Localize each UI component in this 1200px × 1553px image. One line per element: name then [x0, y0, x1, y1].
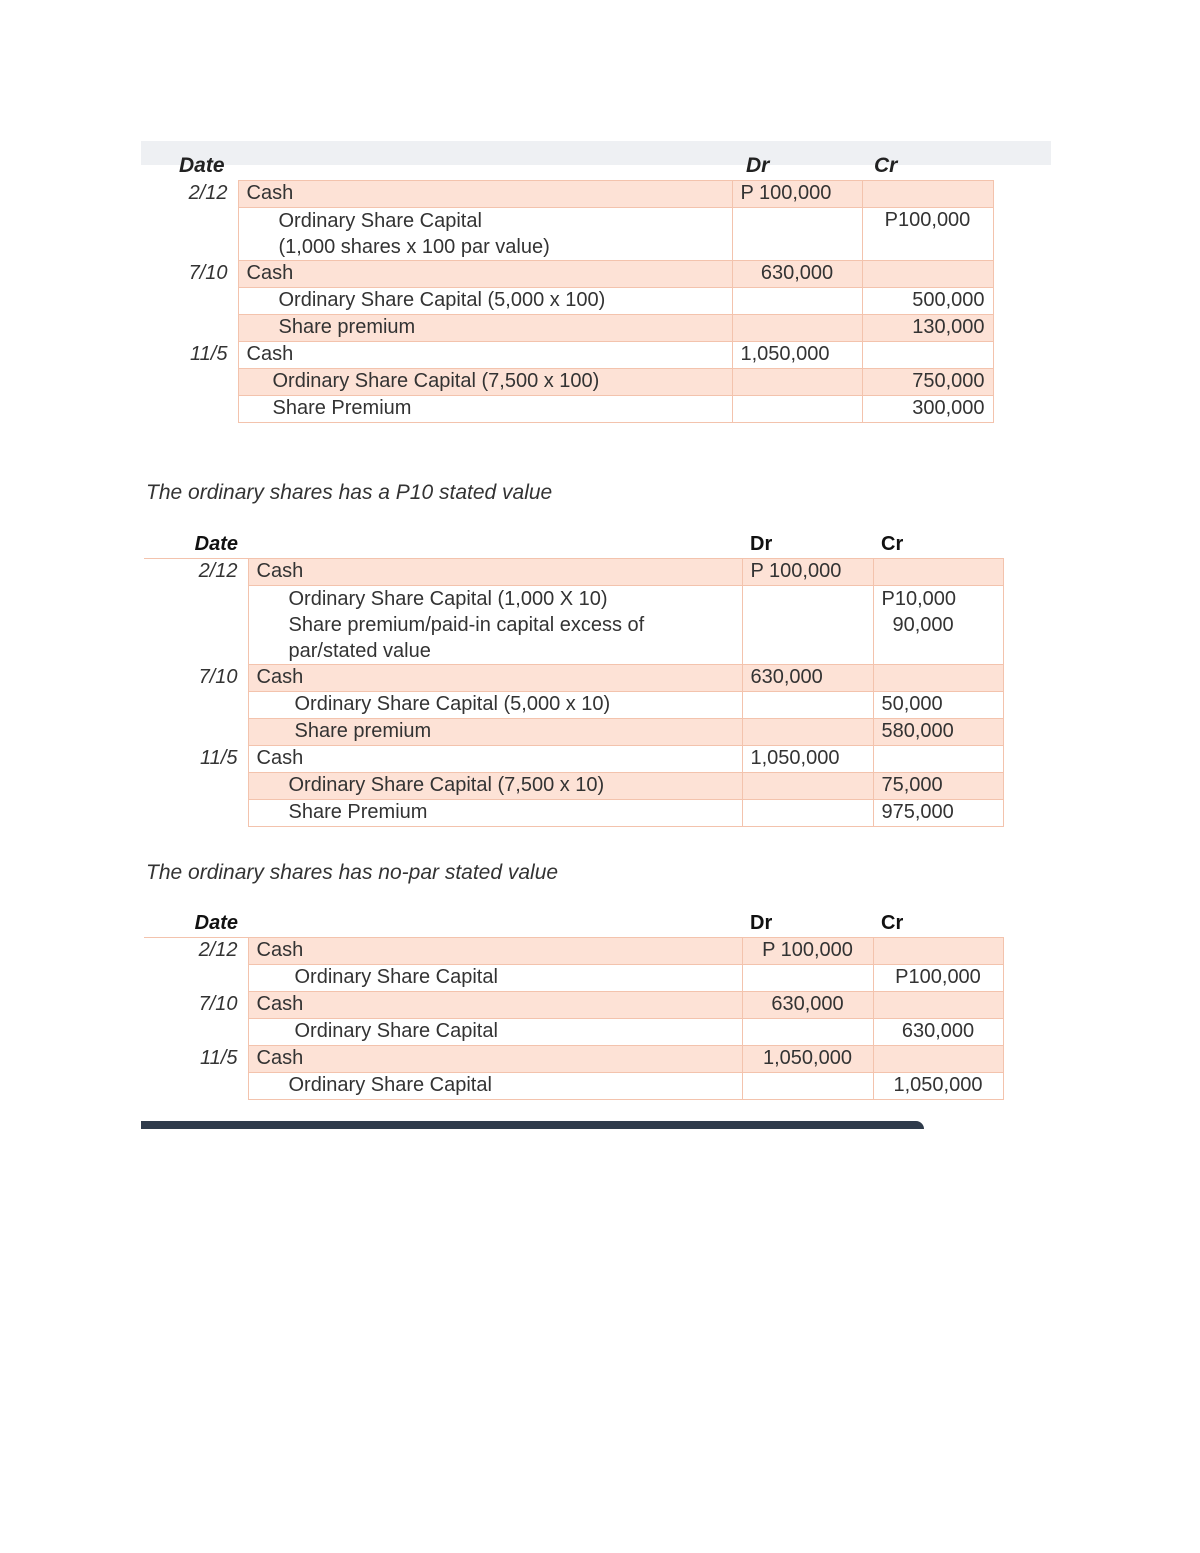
credit-amount	[873, 1046, 1003, 1073]
credit-amount: P100,000	[862, 208, 993, 261]
credit-amount: 50,000	[873, 692, 1003, 719]
table-row	[144, 1046, 1003, 1073]
account-name: Ordinary Share Capital (7,500 x 100)	[238, 369, 732, 396]
column-header-dr: Dr	[742, 911, 873, 938]
credit-amount: 500,000	[862, 288, 993, 315]
account-name	[238, 208, 732, 261]
debit-amount	[742, 1073, 873, 1100]
entry-date: 2/12	[198, 560, 238, 582]
column-header-date: Date	[144, 532, 248, 559]
debit-amount	[742, 719, 873, 746]
credit-amount: 75,000	[873, 773, 1003, 800]
entry-date: 2/12	[188, 181, 228, 204]
table-row	[144, 692, 1003, 719]
account-name: Share premium	[238, 315, 732, 342]
credit-amount: 630,000	[873, 1019, 1003, 1046]
account-line-1: Ordinary Share Capital	[278, 210, 482, 232]
header-cr: Cr	[874, 154, 898, 176]
table-row	[144, 1019, 1003, 1046]
credit-amount: 580,000	[873, 719, 1003, 746]
table-row	[144, 938, 1003, 965]
debit-amount: 630,000	[742, 992, 873, 1019]
table-row	[144, 586, 1003, 665]
cut-off-header	[141, 154, 1051, 176]
table-row	[141, 315, 993, 342]
table-header	[144, 911, 1003, 938]
debit-amount: 630,000	[742, 665, 873, 692]
section-title-no-par: The ordinary shares has no-par stated value	[146, 861, 559, 884]
entry-date: 11/5	[190, 342, 228, 365]
table-row	[144, 773, 1003, 800]
debit-amount	[742, 965, 873, 992]
debit-amount	[732, 396, 862, 423]
account-line-2: (1,000 shares x 100 par value)	[278, 236, 550, 258]
entry-date: 7/10	[198, 992, 238, 1015]
header-dr: Dr	[746, 154, 770, 176]
section-title-stated-value: The ordinary shares has a P10 stated value	[146, 481, 553, 504]
credit-amount	[862, 342, 993, 369]
credit-line-2: 90,000	[892, 614, 954, 636]
credit-amount: 1,050,000	[873, 1073, 1003, 1100]
table-row	[144, 746, 1003, 773]
table-row	[144, 965, 1003, 992]
table-row	[141, 342, 993, 369]
credit-amount	[873, 559, 1003, 586]
account-line-1: Ordinary Share Capital (1,000 X 10)	[288, 588, 608, 610]
table-row	[144, 719, 1003, 746]
table-row	[144, 992, 1003, 1019]
account-name: Ordinary Share Capital (5,000 x 100)	[238, 288, 732, 315]
credit-line-1: P10,000	[881, 588, 957, 610]
table-header	[144, 532, 1003, 559]
journal-table-3	[144, 911, 1004, 1100]
debit-amount	[732, 369, 862, 396]
table-row	[144, 665, 1003, 692]
account-name: Cash	[238, 181, 732, 208]
credit-amount	[862, 261, 993, 288]
table-row	[141, 181, 993, 208]
credit-amount	[862, 181, 993, 208]
credit-amount	[873, 665, 1003, 692]
account-name: Ordinary Share Capital	[248, 1073, 742, 1100]
table-row	[141, 369, 993, 396]
account-name: Ordinary Share Capital	[248, 965, 742, 992]
debit-amount	[742, 586, 873, 665]
credit-amount: 130,000	[862, 315, 993, 342]
journal-table-1	[141, 180, 994, 423]
credit-amount: 300,000	[862, 396, 993, 423]
credit-amount	[873, 992, 1003, 1019]
account-name: Ordinary Share Capital (5,000 x 10)	[248, 692, 742, 719]
account-name	[248, 586, 742, 665]
account-name: Share Premium	[248, 800, 742, 827]
entry-date: 11/5	[200, 1046, 238, 1069]
credit-amount: 975,000	[873, 800, 1003, 827]
debit-amount	[742, 800, 873, 827]
debit-amount	[732, 315, 862, 342]
table-row	[141, 396, 993, 423]
debit-amount: P 100,000	[732, 181, 862, 208]
table-row	[141, 208, 993, 261]
entry-date: 7/10	[198, 665, 238, 688]
credit-amount	[873, 586, 1003, 665]
account-name: Cash	[248, 559, 742, 586]
account-name: Ordinary Share Capital (7,500 x 10)	[248, 773, 742, 800]
column-header-dr: Dr	[742, 532, 873, 559]
entry-date: 7/10	[188, 261, 228, 284]
debit-amount: P 100,000	[742, 559, 873, 586]
debit-amount: 1,050,000	[732, 342, 862, 369]
debit-amount	[742, 692, 873, 719]
credit-amount: 750,000	[862, 369, 993, 396]
account-name: Cash	[248, 746, 742, 773]
header-date: Date	[179, 154, 225, 176]
debit-amount: 1,050,000	[742, 746, 873, 773]
debit-amount: 1,050,000	[742, 1046, 873, 1073]
debit-amount	[742, 773, 873, 800]
debit-amount	[732, 288, 862, 315]
account-name: Ordinary Share Capital	[248, 1019, 742, 1046]
debit-amount: P 100,000	[742, 938, 873, 965]
credit-amount	[873, 938, 1003, 965]
account-name: Share premium	[248, 719, 742, 746]
column-header-date: Date	[144, 911, 248, 938]
table-row	[144, 800, 1003, 827]
table-row	[144, 559, 1003, 586]
account-name: Cash	[248, 1046, 742, 1073]
entry-date: 11/5	[200, 746, 238, 769]
column-header-cr: Cr	[873, 911, 1003, 938]
credit-amount: P100,000	[873, 965, 1003, 992]
column-header-cr: Cr	[873, 532, 1003, 559]
debit-amount: 630,000	[732, 261, 862, 288]
journal-table-2	[144, 532, 1004, 827]
debit-amount	[732, 208, 862, 261]
account-name: Cash	[248, 938, 742, 965]
account-line-2: Share premium/paid-in capital excess of	[288, 614, 645, 636]
account-name: Cash	[248, 665, 742, 692]
account-name: Cash	[238, 342, 732, 369]
account-name: Share Premium	[238, 396, 732, 423]
account-line-3: par/stated value	[288, 640, 431, 662]
table-row	[144, 1073, 1003, 1100]
entry-date: 2/12	[198, 939, 238, 961]
account-name: Cash	[238, 261, 732, 288]
bottom-bar	[141, 1121, 924, 1129]
debit-amount	[742, 1019, 873, 1046]
table-row	[141, 261, 993, 288]
table-row	[141, 288, 993, 315]
credit-amount	[873, 746, 1003, 773]
account-name: Cash	[248, 992, 742, 1019]
